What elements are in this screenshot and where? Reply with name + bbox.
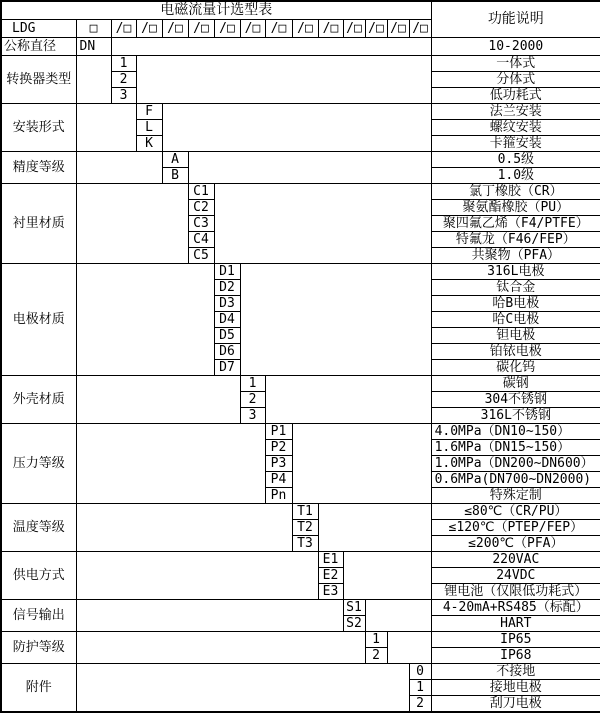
table-row xyxy=(1,264,600,280)
description-cell: 4.0MPa（DN10~150） xyxy=(431,424,600,440)
option-code-cell: D3 xyxy=(214,296,240,312)
spacer-cell xyxy=(343,552,431,600)
description-cell: ≤120℃（PTEP/FEP） xyxy=(431,520,600,536)
group-label: 公称直径 xyxy=(1,38,76,56)
table-row xyxy=(1,504,600,520)
option-code-cell: 1 xyxy=(240,376,265,392)
spacer-cell xyxy=(292,424,431,504)
spacer-cell xyxy=(76,56,111,104)
option-code-cell: K xyxy=(136,136,162,152)
model-box-cell: □ xyxy=(76,20,111,38)
option-code-cell: P3 xyxy=(265,456,292,472)
table-row xyxy=(1,664,600,680)
option-code-cell: T1 xyxy=(292,504,318,520)
spacer-cell xyxy=(76,376,240,424)
description-cell: 锂电池（仅限低功耗式） xyxy=(431,584,600,600)
description-cell: IP68 xyxy=(431,648,600,664)
description-cell: 螺纹安装 xyxy=(431,120,600,136)
model-code: LDG xyxy=(1,20,76,38)
description-cell: 0.6MPa(DN700~DN2000) xyxy=(431,472,600,488)
description-cell: 共聚物（PFA） xyxy=(431,248,600,264)
group-label: 压力等级 xyxy=(1,424,76,504)
option-code-cell: C5 xyxy=(188,248,214,264)
description-cell: ≤200℃（PFA） xyxy=(431,536,600,552)
option-code-cell: 2 xyxy=(409,696,431,713)
description-cell: 哈C电极 xyxy=(431,312,600,328)
option-code-cell: B xyxy=(162,168,188,184)
spacer-cell xyxy=(76,664,409,713)
description-cell: 1.6MPa（DN15~150） xyxy=(431,440,600,456)
table-row xyxy=(1,1,600,20)
option-code-cell: C3 xyxy=(188,216,214,232)
description-cell: 1.0级 xyxy=(431,168,600,184)
description-cell: 钛合金 xyxy=(431,280,600,296)
description-cell: 4-20mA+RS485（标配） xyxy=(431,600,600,616)
option-code-cell: S2 xyxy=(343,616,365,632)
function-column-header: 功能说明 xyxy=(431,1,600,38)
description-cell: 低功耗式 xyxy=(431,88,600,104)
spacer-cell xyxy=(240,264,431,376)
description-cell: IP65 xyxy=(431,632,600,648)
spacer-cell xyxy=(318,504,431,552)
group-label: 转换器类型 xyxy=(1,56,76,104)
table-row xyxy=(1,38,600,56)
description-cell: 316L电极 xyxy=(431,264,600,280)
option-code-cell: E1 xyxy=(318,552,343,568)
group-label: 安装形式 xyxy=(1,104,76,152)
table-title: 电磁流量计选型表 xyxy=(1,1,431,20)
option-code-cell: 2 xyxy=(365,648,387,664)
group-label: 衬里材质 xyxy=(1,184,76,264)
model-slot: /□ xyxy=(162,20,188,38)
group-label: 附件 xyxy=(1,664,76,713)
table-row xyxy=(1,152,600,168)
description-cell: 刮刀电极 xyxy=(431,696,600,713)
option-code-cell: D6 xyxy=(214,344,240,360)
option-code-cell: D4 xyxy=(214,312,240,328)
spacer-cell xyxy=(265,376,431,424)
spacer-cell xyxy=(162,104,431,152)
option-code-cell: D1 xyxy=(214,264,240,280)
spacer-cell xyxy=(365,600,431,632)
option-code-cell: 2 xyxy=(111,72,136,88)
spacer-cell xyxy=(76,104,136,152)
table-row xyxy=(1,552,600,568)
option-code-cell: DN xyxy=(76,38,111,56)
option-code-cell: C1 xyxy=(188,184,214,200)
option-code-cell: 0 xyxy=(409,664,431,680)
description-cell: 特殊定制 xyxy=(431,488,600,504)
spacer-cell xyxy=(76,264,214,376)
description-cell: ≤80℃（CR/PU） xyxy=(431,504,600,520)
model-slot: /□ xyxy=(214,20,240,38)
group-label: 精度等级 xyxy=(1,152,76,184)
description-cell: 聚氨酯橡胶（PU） xyxy=(431,200,600,216)
group-label: 防护等级 xyxy=(1,632,76,664)
option-code-cell: 1 xyxy=(409,680,431,696)
spacer-cell xyxy=(76,504,292,552)
table-row xyxy=(1,600,600,616)
group-label: 供电方式 xyxy=(1,552,76,600)
description-cell: 304不锈钢 xyxy=(431,392,600,408)
option-code-cell: Pn xyxy=(265,488,292,504)
option-code-cell: 1 xyxy=(365,632,387,648)
model-slot: /□ xyxy=(343,20,365,38)
model-slot: /□ xyxy=(265,20,292,38)
model-slot: /□ xyxy=(136,20,162,38)
group-label: 电极材质 xyxy=(1,264,76,376)
spacer-cell xyxy=(76,184,188,264)
spacer-cell xyxy=(76,152,162,184)
spacer-cell xyxy=(76,600,343,632)
option-code-cell: C2 xyxy=(188,200,214,216)
description-cell: 钽电极 xyxy=(431,328,600,344)
option-code-cell: 1 xyxy=(111,56,136,72)
option-code-cell: E3 xyxy=(318,584,343,600)
option-code-cell: 3 xyxy=(111,88,136,104)
description-cell: 10-2000 xyxy=(431,38,600,56)
description-cell: HART xyxy=(431,616,600,632)
option-code-cell: 3 xyxy=(240,408,265,424)
spacer-cell xyxy=(76,632,365,664)
description-cell: 特氟龙（F46/FEP） xyxy=(431,232,600,248)
option-code-cell: P4 xyxy=(265,472,292,488)
description-cell: 氯丁橡胶（CR） xyxy=(431,184,600,200)
group-label: 信号输出 xyxy=(1,600,76,632)
description-cell: 接地电极 xyxy=(431,680,600,696)
description-cell: 聚四氟乙烯（F4/PTFE） xyxy=(431,216,600,232)
model-slot: /□ xyxy=(111,20,136,38)
model-slot: /□ xyxy=(292,20,318,38)
description-cell: 分体式 xyxy=(431,72,600,88)
option-code-cell: T2 xyxy=(292,520,318,536)
spacer-cell xyxy=(188,152,431,184)
description-cell: 24VDC xyxy=(431,568,600,584)
option-code-cell: D2 xyxy=(214,280,240,296)
option-code-cell: E2 xyxy=(318,568,343,584)
table-row xyxy=(1,424,600,440)
description-cell: 0.5级 xyxy=(431,152,600,168)
table-row xyxy=(1,376,600,392)
option-code-cell: C4 xyxy=(188,232,214,248)
model-slot: /□ xyxy=(318,20,343,38)
description-cell: 卡箍安装 xyxy=(431,136,600,152)
spacer-cell xyxy=(76,424,265,504)
spacer-cell xyxy=(76,552,318,600)
description-cell: 一体式 xyxy=(431,56,600,72)
table-row xyxy=(1,184,600,200)
option-code-cell: P1 xyxy=(265,424,292,440)
description-cell: 不接地 xyxy=(431,664,600,680)
model-slot: /□ xyxy=(240,20,265,38)
description-cell: 哈B电极 xyxy=(431,296,600,312)
table-row xyxy=(1,104,600,120)
description-cell: 1.0MPa（DN200~DN600） xyxy=(431,456,600,472)
table-row xyxy=(1,56,600,72)
description-cell: 316L不锈钢 xyxy=(431,408,600,424)
model-slot: /□ xyxy=(387,20,409,38)
description-cell: 碳化钨 xyxy=(431,360,600,376)
spacer-cell xyxy=(214,184,431,264)
option-code-cell: 2 xyxy=(240,392,265,408)
option-code-cell: D5 xyxy=(214,328,240,344)
option-code-cell: A xyxy=(162,152,188,168)
description-cell: 铂铱电极 xyxy=(431,344,600,360)
model-slot: /□ xyxy=(365,20,387,38)
option-code-cell: D7 xyxy=(214,360,240,376)
description-cell: 法兰安装 xyxy=(431,104,600,120)
model-slot: /□ xyxy=(409,20,431,38)
option-code-cell: T3 xyxy=(292,536,318,552)
description-cell: 碳钢 xyxy=(431,376,600,392)
option-code-cell: S1 xyxy=(343,600,365,616)
description-cell: 220VAC xyxy=(431,552,600,568)
spacer-cell xyxy=(136,56,431,104)
group-label: 温度等级 xyxy=(1,504,76,552)
model-slot: /□ xyxy=(188,20,214,38)
spacer-cell xyxy=(111,38,431,56)
group-label: 外壳材质 xyxy=(1,376,76,424)
option-code-cell: P2 xyxy=(265,440,292,456)
option-code-cell: L xyxy=(136,120,162,136)
option-code-cell: F xyxy=(136,104,162,120)
table-row xyxy=(1,632,600,648)
spacer-cell xyxy=(387,632,431,664)
